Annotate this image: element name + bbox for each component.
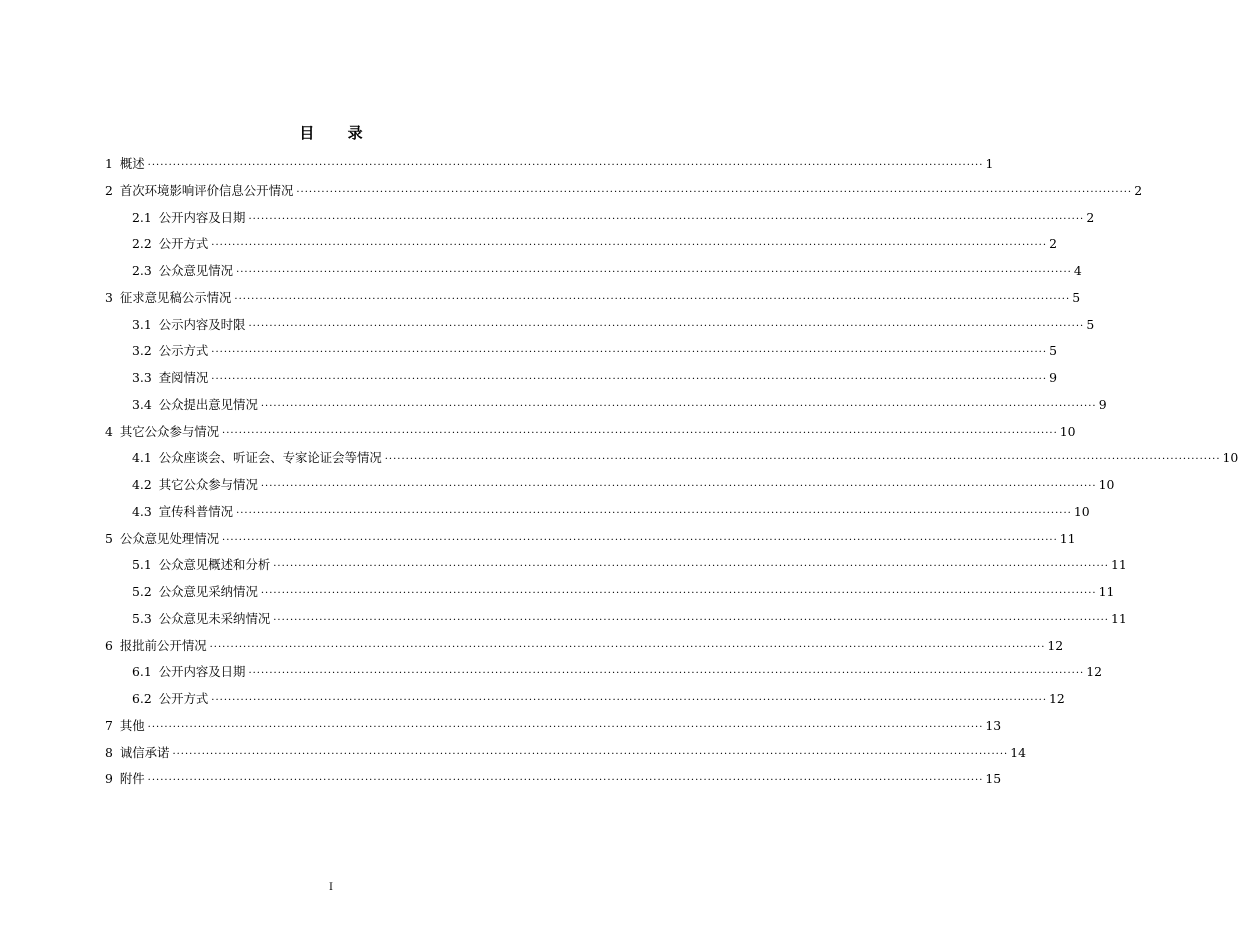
dot-leader: ········································································································································································································ [260,588,1097,599]
toc-entry-label: 征求意见稿公示情况 [119,289,232,305]
toc-entry-page: 12 [1047,637,1064,653]
dot-leader: ········································································································································································································ [147,160,984,171]
toc-entry-number: 1 [105,156,113,171]
toc-entry-page: 5 [1086,316,1095,332]
table-of-contents [105,151,1238,793]
toc-entry-label: 公众提出意见情况 [158,396,258,412]
toc-entry-page: 5 [1049,343,1058,359]
toc-entry-label: 报批前公开情况 [119,637,207,653]
toc-entry-page: 13 [985,717,1002,733]
toc-subentry[interactable] [105,445,1238,472]
toc-entry-number: 3.3 [132,370,152,385]
toc-entry-number: 3 [105,289,113,305]
toc-entry-page: 12 [1086,664,1102,680]
toc-subentry[interactable] [105,392,1107,419]
toc-subentry[interactable] [105,231,1058,258]
toc-entry-label: 公开内容及日期 [158,209,246,225]
toc-entry-label: 其它公众参与情况 [158,477,258,492]
toc-entry[interactable] [105,766,1002,793]
dot-leader: ········································································································································································································ [236,507,1072,519]
toc-entry-page: 1 [985,156,994,171]
toc-entry-label: 公众座谈会、听证会、专家论证会等情况 [158,450,382,466]
toc-entry-number: 6.2 [132,691,152,706]
toc-entry-label: 首次环境影响评价信息公开情况 [119,182,294,198]
dot-leader: ········································································································································································································ [222,427,1058,439]
toc-entry-number: 3.4 [132,396,152,412]
toc-entry-page: 2 [1134,182,1143,198]
toc-entry-number: 3.1 [132,316,152,332]
toc-entry-label: 宣传科普情况 [158,503,234,519]
toc-entry-number: 4.3 [132,503,152,519]
toc-entry-page: 10 [1222,450,1238,466]
toc-entry-number: 5.2 [132,584,152,599]
toc-entry-label: 公示内容及时限 [158,316,246,332]
toc-entry-label: 其它公众参与情况 [119,423,220,439]
toc-entry-label: 诚信承诺 [119,744,170,760]
dot-leader: ········································································································································································································ [172,748,1009,760]
page-number: I [329,882,333,893]
dot-leader: ········································································································································································································ [236,267,1072,278]
dot-leader: ········································································································································································································ [211,374,1048,385]
toc-entry-number: 7 [105,717,113,733]
toc-entry-page: 10 [1059,423,1076,439]
toc-entry[interactable] [105,713,1002,740]
toc-entry-page: 2 [1086,209,1095,225]
dot-leader: ········································································································································································································ [211,240,1048,252]
toc-entry-page: 4 [1073,263,1082,278]
dot-leader: ········································································································································································································ [273,561,1109,573]
toc-subentry[interactable] [105,472,1115,499]
toc-entry[interactable] [105,419,1076,446]
toc-entry-page: 12 [1049,691,1065,706]
dot-leader: ········································································································································································································ [248,668,1085,680]
dot-leader: ········································································································································································································ [211,347,1048,359]
toc-entry-label: 公示方式 [158,343,209,359]
toc-entry-label: 公众意见情况 [158,263,234,278]
toc-entry-label: 公众意见处理情况 [119,530,220,546]
dot-leader: ········································································································································································································ [147,775,984,787]
dot-leader: ········································································································································································································ [273,614,1109,626]
toc-entry-label: 公众意见未采纳情况 [158,610,271,626]
toc-entry-number: 6 [105,637,113,653]
toc-entry-number: 5.3 [132,610,152,626]
toc-entry-page: 11 [1110,610,1127,626]
dot-leader: ········································································································································································································ [234,293,1071,305]
dot-leader: ········································································································································································································ [147,721,984,733]
toc-entry-label: 公开内容及日期 [158,664,246,680]
toc-subentry[interactable] [105,365,1058,392]
toc-entry[interactable] [105,285,1081,312]
toc-entry[interactable] [105,740,1026,767]
toc-entry-number: 6.1 [132,664,152,680]
toc-entry-page: 9 [1098,396,1107,412]
toc-entry-number: 9 [105,771,113,787]
toc-entry-page: 10 [1073,503,1090,519]
toc-entry-number: 4.1 [132,450,152,466]
toc-entry-number: 4 [105,423,113,439]
toc-entry-label: 其他 [119,717,145,733]
toc-entry[interactable] [105,633,1064,660]
toc-entry-label: 附件 [119,771,145,787]
toc-entry-page: 2 [1049,236,1058,252]
toc-entry-page: 15 [985,771,1002,787]
toc-entry-number: 5 [105,530,113,546]
toc-subentry[interactable] [105,552,1127,579]
toc-entry-number: 8 [105,744,113,760]
dot-leader: ········································································································································································································ [260,481,1097,492]
toc-subentry[interactable] [105,606,1127,633]
dot-leader: ········································································································································································································ [260,400,1097,412]
toc-entry-label: 公众意见采纳情况 [158,584,258,599]
dot-leader: ········································································································································································································ [248,213,1085,225]
dot-leader: ········································································································································································································ [209,641,1046,653]
toc-entry-number: 2.2 [132,236,152,252]
toc-entry-page: 11 [1110,557,1127,573]
toc-entry[interactable] [105,526,1076,553]
toc-subentry[interactable] [105,312,1095,339]
toc-entry-number: 2.3 [132,263,152,278]
toc-entry[interactable] [105,151,994,178]
dot-leader: ········································································································································································································ [222,534,1058,546]
dot-leader: ········································································································································································································ [248,320,1085,332]
toc-subentry[interactable] [105,659,1102,686]
page-title: 目 录 [299,124,377,142]
toc-entry-label: 查阅情况 [158,370,209,385]
toc-entry-number: 2.1 [132,209,152,225]
toc-subentry[interactable] [105,499,1090,526]
toc-entry-page: 11 [1059,530,1076,546]
toc-subentry[interactable] [105,686,1065,713]
toc-entry-page: 11 [1098,584,1115,599]
toc-entry-page: 9 [1049,370,1058,385]
toc-entry-number: 3.2 [132,343,152,359]
toc-entry-label: 概述 [119,156,145,171]
toc-entry-page: 14 [1010,744,1026,760]
toc-entry-label: 公开方式 [158,691,209,706]
toc-entry-page: 5 [1072,289,1081,305]
toc-entry-number: 4.2 [132,477,152,492]
toc-entry-label: 公开方式 [158,236,209,252]
toc-subentry[interactable] [105,579,1115,606]
toc-subentry[interactable] [105,338,1058,365]
toc-entry-label: 公众意见概述和分析 [158,557,271,573]
toc-entry-number: 2 [105,182,113,198]
dot-leader: ········································································································································································································ [384,454,1221,466]
toc-entry-page: 10 [1098,477,1115,492]
toc-entry[interactable] [105,178,1143,205]
toc-subentry[interactable] [105,258,1082,285]
dot-leader: ········································································································································································································ [211,695,1048,706]
dot-leader: ········································································································································································································ [296,186,1133,198]
toc-entry-number: 5.1 [132,557,152,573]
toc-subentry[interactable] [105,205,1095,232]
